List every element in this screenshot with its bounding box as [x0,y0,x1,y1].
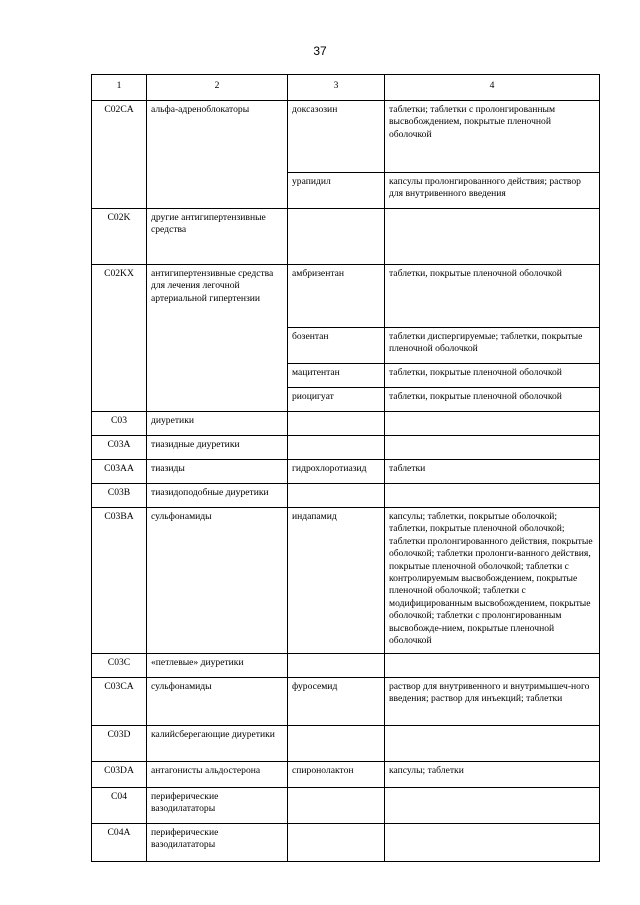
table-row [92,436,600,460]
column-header-2: 2 [147,75,288,101]
form-cell [385,788,600,824]
atc-code-cell [92,364,147,388]
form-cell: капсулы пролонгированного действия; раствор для внутривенного введения [385,173,600,209]
form-cell: таблетки, покрытые пленочной оболочкой [385,388,600,412]
table-row [92,788,600,824]
drug-cell [288,726,385,762]
table-row [92,824,600,862]
form-cell: капсулы; таблетки, покрытые оболочкой; таблетки, покрытые пленочной оболочкой; таблетки пролонгированного действия, покрытые оболочкой; таблетки пролонги-ванного действия, покрытые пленочной оболочкой; таблетки с контролируемым высвобождением, покрытые пленочной оболочкой; таблетки с модифицированным высвобождением, покрытые оболочкой; таблетки с пролонгированным высвобожде-нием, покрытые пленочной оболочкой [385,508,600,654]
atc-code-cell: C03A [92,436,147,460]
group-cell: периферические вазодилататоры [147,788,288,824]
group-cell: «петлевые» диуретики [147,654,288,678]
column-header-1: 1 [92,75,147,101]
table-row [92,484,600,508]
drug-cell: индапамид [288,508,385,654]
form-cell [385,654,600,678]
group-cell [147,173,288,209]
group-cell [147,328,288,364]
table-row [92,173,600,209]
atc-code-cell: C03C [92,654,147,678]
form-cell [385,824,600,862]
atc-code-cell: C03CA [92,678,147,726]
drug-cell [288,654,385,678]
drug-cell [288,209,385,265]
drug-cell [288,788,385,824]
table-row [92,726,600,762]
form-cell: раствор для внутривенного и внутримышеч-ного введения; раствор для инъекций; таблетки [385,678,600,726]
atc-code-cell: C03B [92,484,147,508]
form-cell: таблетки, покрытые пленочной оболочкой [385,364,600,388]
table-row [92,328,600,364]
table-row [92,209,600,265]
atc-code-cell: C03AA [92,460,147,484]
group-cell: периферические вазодилататоры [147,824,288,862]
table-row [92,412,600,436]
group-cell: альфа-адреноблокаторы [147,101,288,173]
table-header-row [92,75,600,101]
group-cell: тиазидные диуретики [147,436,288,460]
atc-code-cell [92,328,147,364]
group-cell: сульфонамиды [147,508,288,654]
group-cell: антигипертензивные средства для лечения легочной артериальной гипертензии [147,265,288,328]
atc-code-cell: C03 [92,412,147,436]
group-cell [147,388,288,412]
group-cell: другие антигипертензивные средства [147,209,288,265]
drug-cell: фуросемид [288,678,385,726]
atc-code-cell: C03BA [92,508,147,654]
form-cell [385,726,600,762]
group-cell: калийсберегающие диуретики [147,726,288,762]
form-cell: таблетки диспергируемые; таблетки, покрытые пленочной оболочкой [385,328,600,364]
drug-cell: доксазозин [288,101,385,173]
table-row [92,265,600,328]
atc-code-cell: C03DA [92,762,147,788]
drug-cell: амбризентан [288,265,385,328]
form-cell [385,436,600,460]
table-row [92,762,600,788]
drug-table [91,74,600,862]
drug-cell: риоцигуат [288,388,385,412]
group-cell: тиазиды [147,460,288,484]
form-cell: таблетки, покрытые пленочной оболочкой [385,265,600,328]
form-cell: таблетки [385,460,600,484]
table-row [92,101,600,173]
atc-code-cell: C04 [92,788,147,824]
atc-code-cell [92,173,147,209]
drug-cell: мацитентан [288,364,385,388]
drug-cell [288,412,385,436]
form-cell: капсулы; таблетки [385,762,600,788]
group-cell: диуретики [147,412,288,436]
column-header-4: 4 [385,75,600,101]
group-cell [147,364,288,388]
group-cell: сульфонамиды [147,678,288,726]
table-row [92,678,600,726]
table-row [92,654,600,678]
drug-cell [288,824,385,862]
form-cell [385,412,600,436]
column-header-3: 3 [288,75,385,101]
group-cell: антагонисты альдостерона [147,762,288,788]
atc-code-cell: C04A [92,824,147,862]
drug-cell: спиронолактон [288,762,385,788]
form-cell: таблетки; таблетки с пролонгированным высвобождением, покрытые пленочной оболочкой [385,101,600,173]
drug-cell [288,436,385,460]
atc-code-cell: C02KX [92,265,147,328]
atc-code-cell: C02K [92,209,147,265]
page-number: 37 [313,44,327,58]
drug-cell [288,484,385,508]
table-row [92,460,600,484]
form-cell [385,209,600,265]
drug-cell: урапидил [288,173,385,209]
drug-cell: бозентан [288,328,385,364]
table-row [92,388,600,412]
table-row [92,364,600,388]
atc-code-cell: C02CA [92,101,147,173]
form-cell [385,484,600,508]
atc-code-cell: C03D [92,726,147,762]
group-cell: тиазидоподобные диуретики [147,484,288,508]
atc-code-cell [92,388,147,412]
table-row [92,508,600,654]
drug-cell: гидрохлоротиазид [288,460,385,484]
